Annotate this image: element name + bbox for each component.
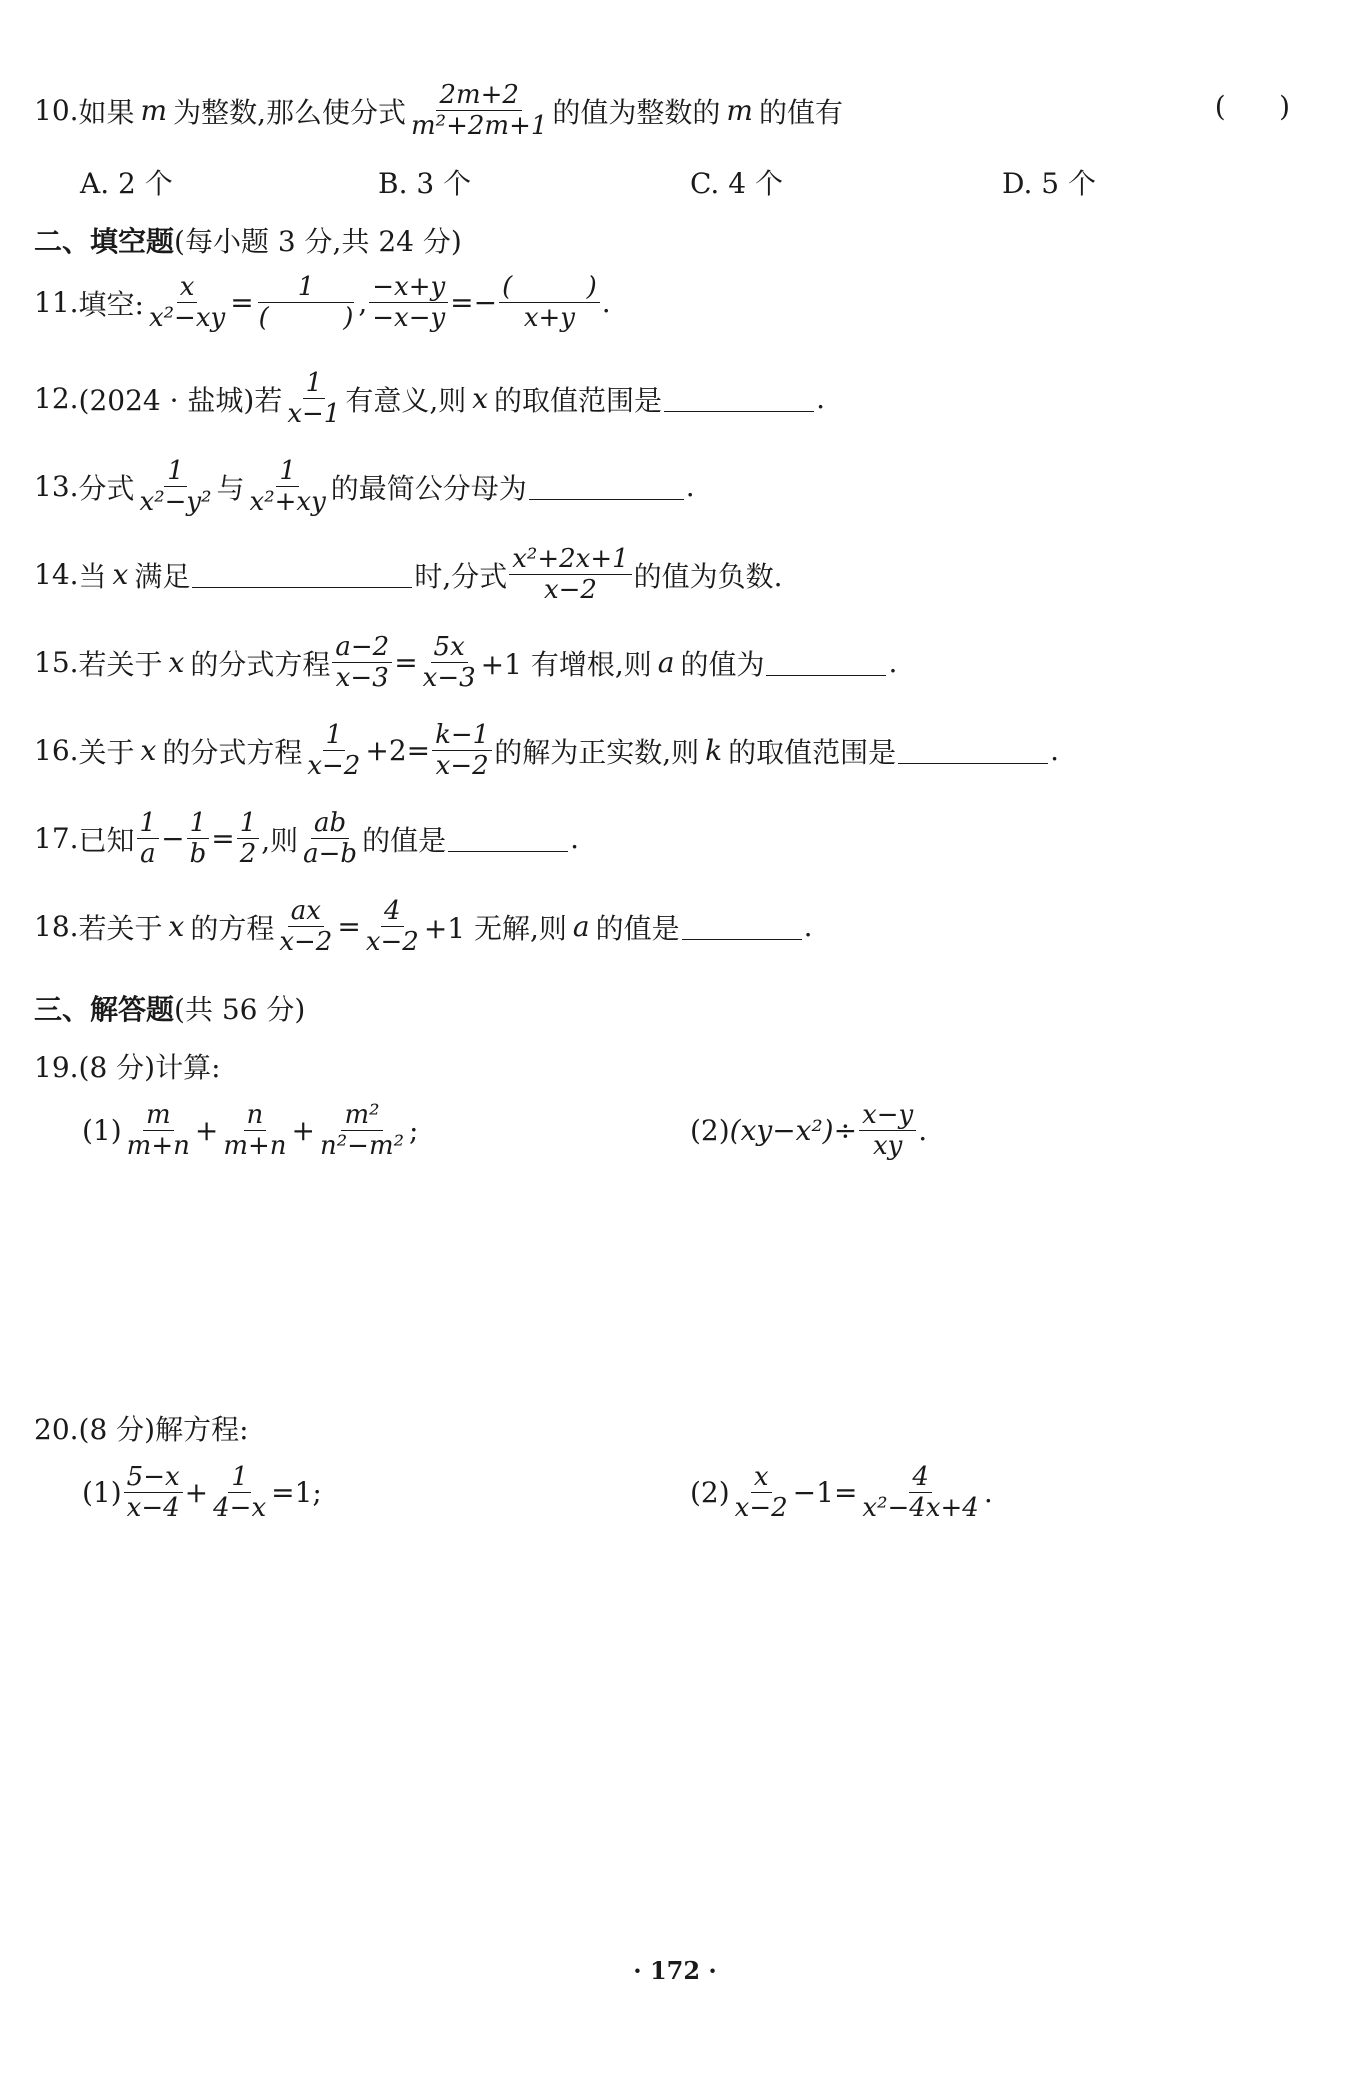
fraction: $\frac{-x+y}{-x-y}$ — [369, 272, 448, 333]
fraction-blank: $\frac{1}{( )}$ — [258, 272, 354, 333]
section-heading: 二、填空题(每小题 3 分,共 24 分) — [34, 225, 462, 258]
question-13: 13. 分式 $\frac{1}{\text{x²−y²}}$ 与 $\frac{1}{\text{x²+xy}}$ 的最简公分母为 . — [34, 456, 695, 517]
question-12: 12. (2024 · 盐城)若 $\frac{1}{x-1}$ 有意义,则 x 的取值范围是 . — [34, 368, 825, 429]
fraction: $\frac{\text{x²+2x+1}}{x-2}$ — [509, 544, 631, 605]
fraction: $\frac{1}{a}$ — [137, 808, 160, 869]
fraction: $\frac{x}{\text{x²−xy}}$ — [148, 272, 226, 333]
question-19-title: 19.(8 分)计算: — [34, 1051, 221, 1084]
fraction: $\frac{1}{\text{x²+xy}}$ — [249, 456, 326, 517]
fraction: $\frac{1}{b}$ — [187, 808, 210, 869]
answer-blank — [766, 649, 886, 676]
fraction: $\frac{m}{m+n}$ — [126, 1100, 190, 1161]
question-18: 18. 若关于 x 的方程 $\frac{ax}{x-2}$ = $\frac{4}{x-2}$ +1 无解,则 a 的值是 . — [34, 896, 813, 957]
question-19-part-2: (2) (xy−x²)÷ $\frac{x-y}{xy}$ . — [690, 1100, 928, 1161]
fraction: $\frac{ax}{x-2}$ — [279, 896, 333, 957]
answer-blank — [664, 385, 814, 412]
question-19-part-1: (1) $\frac{m}{m+n}$ + $\frac{n}{m+n}$ + $\frac{\text{m²}}{\text{n²−m²}}$ ; — [82, 1100, 419, 1161]
page-number: · 172 · — [633, 1956, 717, 1985]
question-20-part-2: (2) $\frac{x}{x-2}$ −1= $\frac{4}{\text{x²−4x+4}}$ . — [690, 1462, 993, 1523]
fraction-blank: $\frac{( )}{x+y}$ — [499, 272, 600, 333]
answer-blank — [529, 473, 684, 500]
section-heading: 三、解答题(共 56 分) — [34, 993, 306, 1026]
fraction: $\frac{x-y}{xy}$ — [859, 1100, 916, 1161]
fraction: $\frac{5-x}{x-4}$ — [124, 1462, 183, 1523]
fraction: $\frac{1}{x-2}$ — [307, 720, 361, 781]
option-d: D. 5 个 — [1002, 167, 1096, 200]
fraction: $\frac{n}{m+n}$ — [223, 1100, 287, 1161]
question-10: 10. 如果 m 为整数,那么使分式 $\frac{2m+2}{\text{m²+2m+1}}$ 的值为整数的 m 的值有 — [34, 80, 843, 141]
option-b: B. 3 个 — [378, 167, 472, 200]
fraction: $\frac{a-2}{x-3}$ — [332, 632, 392, 693]
fraction: $\frac{\text{m²}}{\text{n²−m²}}$ — [319, 1100, 405, 1161]
fraction: $\frac{2m+2}{\text{m²+2m+1}}$ — [411, 80, 548, 141]
fraction: $\frac{4}{x-2}$ — [365, 896, 419, 957]
answer-blank — [898, 737, 1048, 764]
fraction: $\frac{1}{\text{x²−y²}}$ — [139, 456, 212, 517]
question-20-part-1: (1) $\frac{5-x}{x-4}$ + $\frac{1}{4-x}$ =1; — [82, 1462, 322, 1523]
fraction: $\frac{x}{x-2}$ — [734, 1462, 788, 1523]
answer-blank — [682, 913, 802, 940]
answer-blank — [192, 561, 412, 588]
question-15: 15. 若关于 x 的分式方程 $\frac{a-2}{x-3}$ = $\frac{5x}{x-3}$ +1 有增根,则 a 的值为 . — [34, 632, 898, 693]
question-14: 14. 当 x 满足 时,分式 $\frac{\text{x²+2x+1}}{x-2}$ 的值为负数. — [34, 544, 783, 605]
fraction: $\frac{4}{\text{x²−4x+4}}$ — [862, 1462, 979, 1523]
option-c: C. 4 个 — [690, 167, 783, 200]
question-11: 11. 填空: $\frac{x}{\text{x²−xy}}$ = $\frac{1}{( )}$ , $\frac{-x+y}{-x-y}$ =− $\frac{( )}{x+y}$ . — [34, 272, 611, 333]
answer-blank — [448, 825, 568, 852]
fraction: $\frac{5x}{x-3}$ — [422, 632, 476, 693]
fraction: $\frac{1}{x-1}$ — [287, 368, 341, 429]
fraction: $\frac{k-1}{x-2}$ — [432, 720, 492, 781]
question-20-title: 20.(8 分)解方程: — [34, 1413, 249, 1446]
fraction: $\frac{1}{4-x}$ — [213, 1462, 267, 1523]
question-16: 16. 关于 x 的分式方程 $\frac{1}{x-2}$ +2= $\frac{k-1}{x-2}$ 的解为正实数,则 k 的取值范围是 . — [34, 720, 1059, 781]
answer-parentheses: ( ) — [1214, 90, 1290, 123]
option-a: A. 2 个 — [80, 167, 173, 200]
fraction: $\frac{1}{2}$ — [237, 808, 260, 869]
question-number: 10. — [34, 94, 79, 127]
fraction: $\frac{ab}{a-b}$ — [303, 808, 358, 869]
question-17: 17. 已知 $\frac{1}{a}$ − $\frac{1}{b}$ = $\frac{1}{2}$ ,则 $\frac{ab}{a-b}$ 的值是 . — [34, 808, 579, 869]
